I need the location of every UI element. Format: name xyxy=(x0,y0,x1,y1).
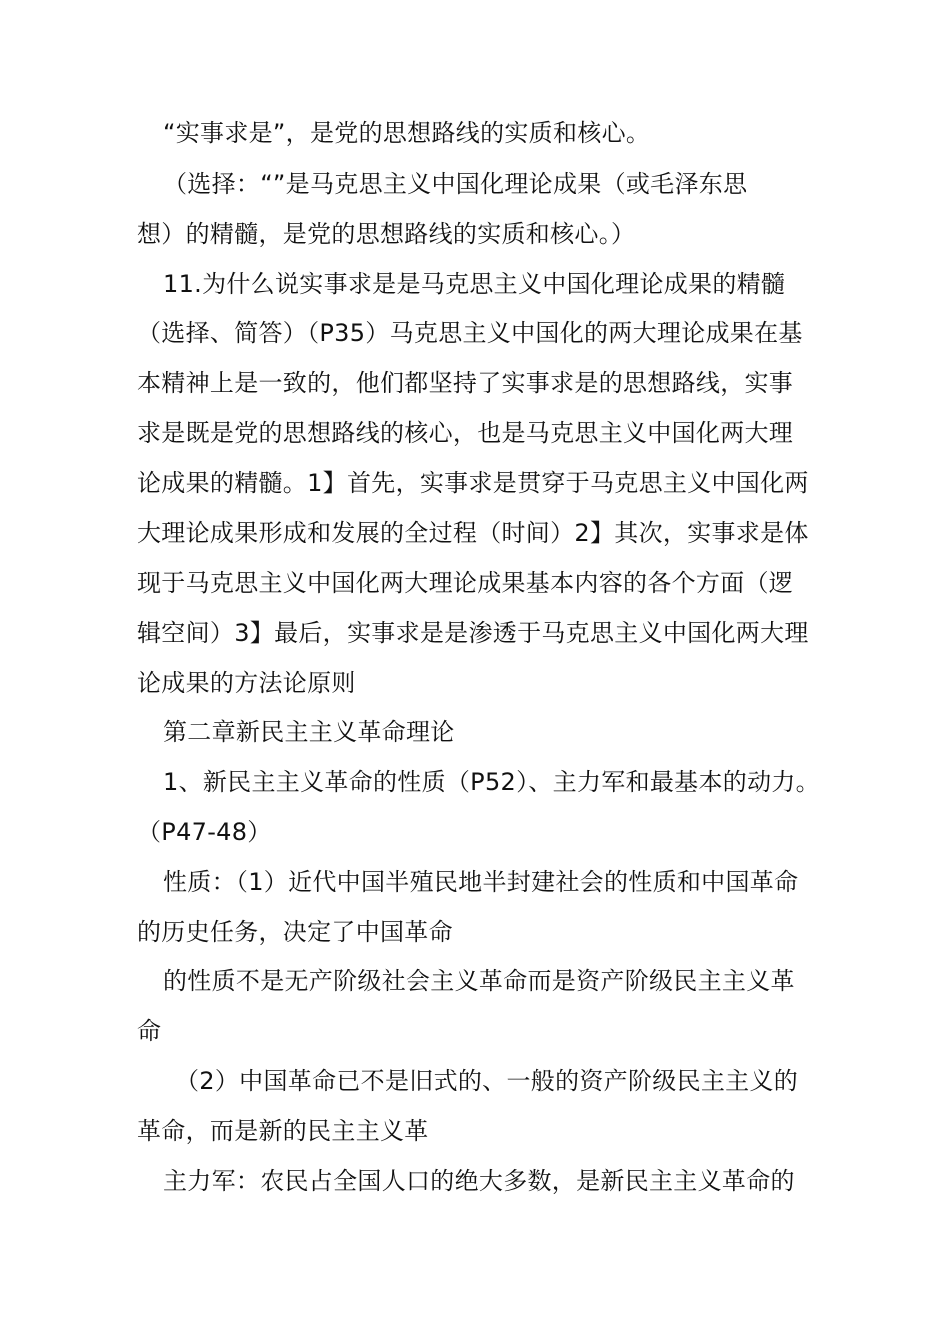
text-line: 1、新民主主义革命的性质（P52）、主力军和最基本的动力。 xyxy=(163,768,820,796)
text-line: 命 xyxy=(137,1017,162,1045)
text-line: 论成果的精髓。1】首先，实事求是贯穿于马克思主义中国化两 xyxy=(137,469,809,497)
text-line: 革命，而是新的民主主义革 xyxy=(137,1117,429,1145)
text-line: 想）的精髓，是党的思想路线的实质和核心。） xyxy=(137,220,636,248)
text-line: （P47-48） xyxy=(137,818,272,846)
text-line: 求是既是党的思想路线的核心，也是马克思主义中国化两大理 xyxy=(137,419,794,447)
chapter-heading: 第二章新民主主义革命理论 xyxy=(163,718,455,746)
text-line: （选择：“”是马克思主义中国化理论成果（或毛泽东思 xyxy=(163,170,748,198)
text-line: “实事求是”，是党的思想路线的实质和核心。 xyxy=(163,119,651,147)
text-line: 论成果的方法论原则 xyxy=(137,669,356,697)
text-line: 的性质不是无产阶级社会主义革命而是资产阶级民主主义革 xyxy=(163,967,795,995)
text-line: 大理论成果形成和发展的全过程（时间）2】其次，实事求是体 xyxy=(137,519,809,547)
text-line: 辑空间）3】最后，实事求是是渗透于马克思主义中国化两大理 xyxy=(137,619,809,647)
text-line: 现于马克思主义中国化两大理论成果基本内容的各个方面（逻 xyxy=(137,569,794,597)
text-line: 主力军：农民占全国人口的绝大多数，是新民主主义革命的 xyxy=(163,1167,795,1195)
text-line: （选择、简答）（P35）马克思主义中国化的两大理论成果在基 xyxy=(137,319,803,347)
text-line: 本精神上是一致的，他们都坚持了实事求是的思想路线，实事 xyxy=(137,369,794,397)
text-line: 的历史任务，决定了中国革命 xyxy=(137,918,453,946)
text-line: （2）中国革命已不是旧式的、一般的资产阶级民主主义的 xyxy=(175,1067,799,1095)
text-line: 11.为什么说实事求是是马克思主义中国化理论成果的精髓 xyxy=(163,270,786,298)
text-line: 性质：（1）近代中国半殖民地半封建社会的性质和中国革命 xyxy=(163,868,799,896)
